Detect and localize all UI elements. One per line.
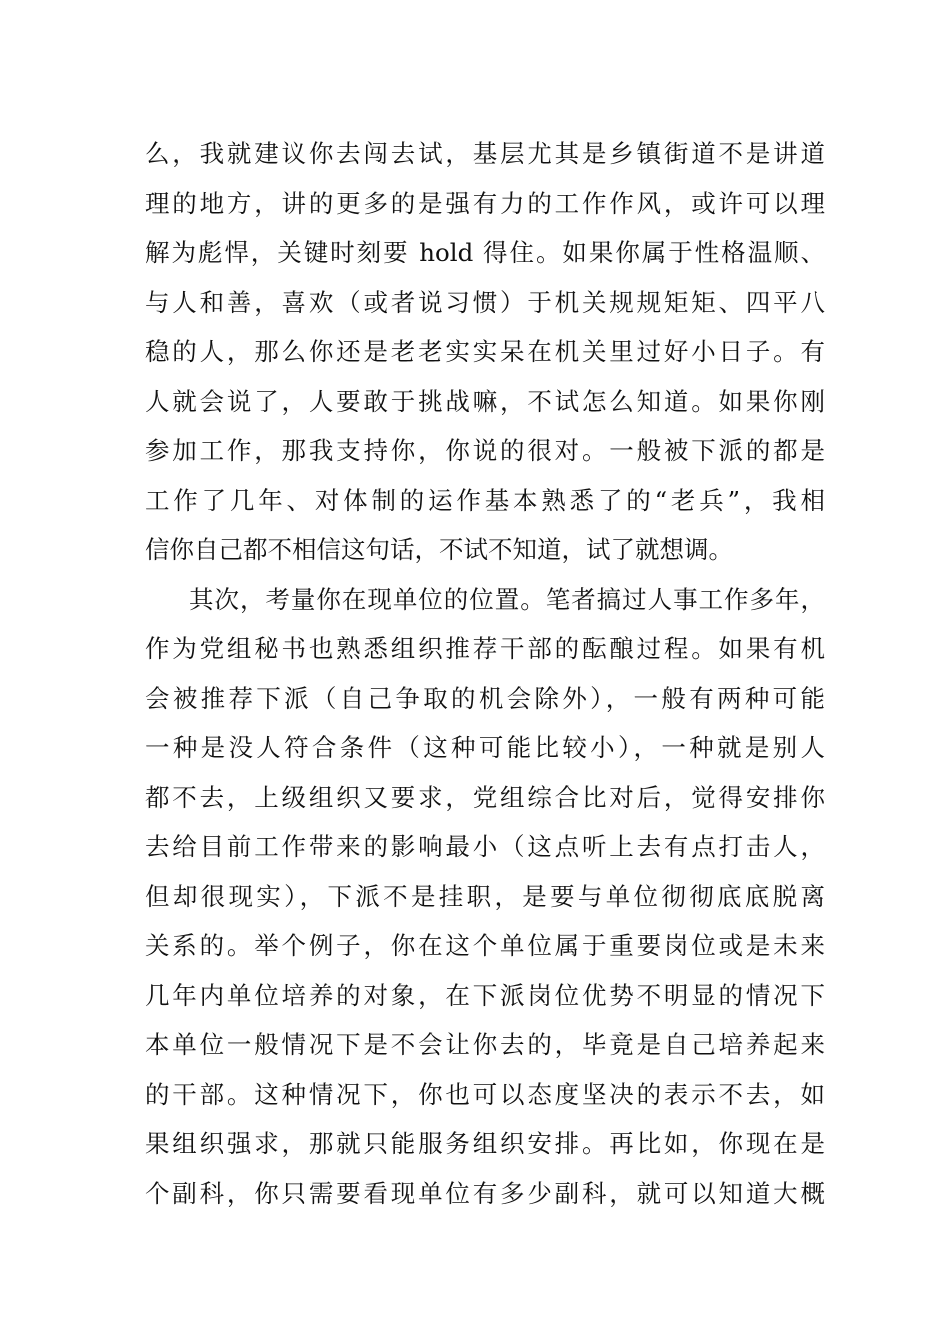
text-line: 去给目前工作带来的影响最小（这点听上去有点打击人， — [145, 832, 825, 861]
text-line: 几年内单位培养的对象，在下派岗位优势不明显的情况下 — [145, 980, 825, 1010]
text-line: 其次，考量你在现单位的位置。笔者搞过人事工作多年， — [189, 584, 825, 614]
text-line: 与人和善，喜欢（或者说习惯）于机关规规矩矩、四平八 — [145, 287, 825, 317]
text-line: 会被推荐下派（自己争取的机会除外），一般有两种可能 — [145, 683, 825, 713]
text-line: 本单位一般情况下是不会让你去的，毕竟是自己培养起来 — [145, 1030, 825, 1059]
text-line: 但却很现实），下派不是挂职，是要与单位彻彻底底脱离 — [145, 881, 825, 911]
text-line: 信你自己都不相信这句话，不试不知道，试了就想调。 — [145, 535, 733, 564]
text-line: 理的地方，讲的更多的是强有力的工作作风，或许可以理 — [145, 188, 825, 218]
text-line: 稳的人，那么你还是老老实实呆在机关里过好小日子。有 — [145, 337, 825, 366]
text-line: 都不去，上级组织又要求，党组综合比对后，觉得安排你 — [145, 782, 825, 812]
text-line: 关系的。举个例子，你在这个单位属于重要岗位或是未来 — [145, 931, 825, 960]
text-line: 参加工作，那我支持你，你说的很对。一般被下派的都是 — [145, 436, 825, 465]
text-line: 解为彪悍，关键时刻要 hold 得住。如果你属于性格温顺、 — [145, 238, 825, 267]
text-line: 果组织强求，那就只能服务组织安排。再比如，你现在是 — [145, 1129, 825, 1158]
text-line: 工作了几年、对体制的运作基本熟悉了的“老兵”，我相 — [145, 485, 825, 515]
text-line: 作为党组秘书也熟悉组织推荐干部的酝酿过程。如果有机 — [145, 634, 825, 663]
text-line: 么，我就建议你去闯去试，基层尤其是乡镇街道不是讲道 — [145, 139, 825, 168]
text-line: 一种是没人符合条件（这种可能比较小），一种就是别人 — [145, 733, 825, 762]
paragraph-1 — [145, 129, 825, 575]
body-text — [145, 129, 825, 1218]
text-line: 个副科，你只需要看现单位有多少副科，就可以知道大概 — [145, 1178, 825, 1208]
paragraph-2 — [145, 575, 825, 1219]
text-line: 的干部。这种情况下，你也可以态度坚决的表示不去，如 — [145, 1079, 825, 1109]
text-line: 人就会说了，人要敢于挑战嘛，不试怎么知道。如果你刚 — [145, 386, 825, 416]
